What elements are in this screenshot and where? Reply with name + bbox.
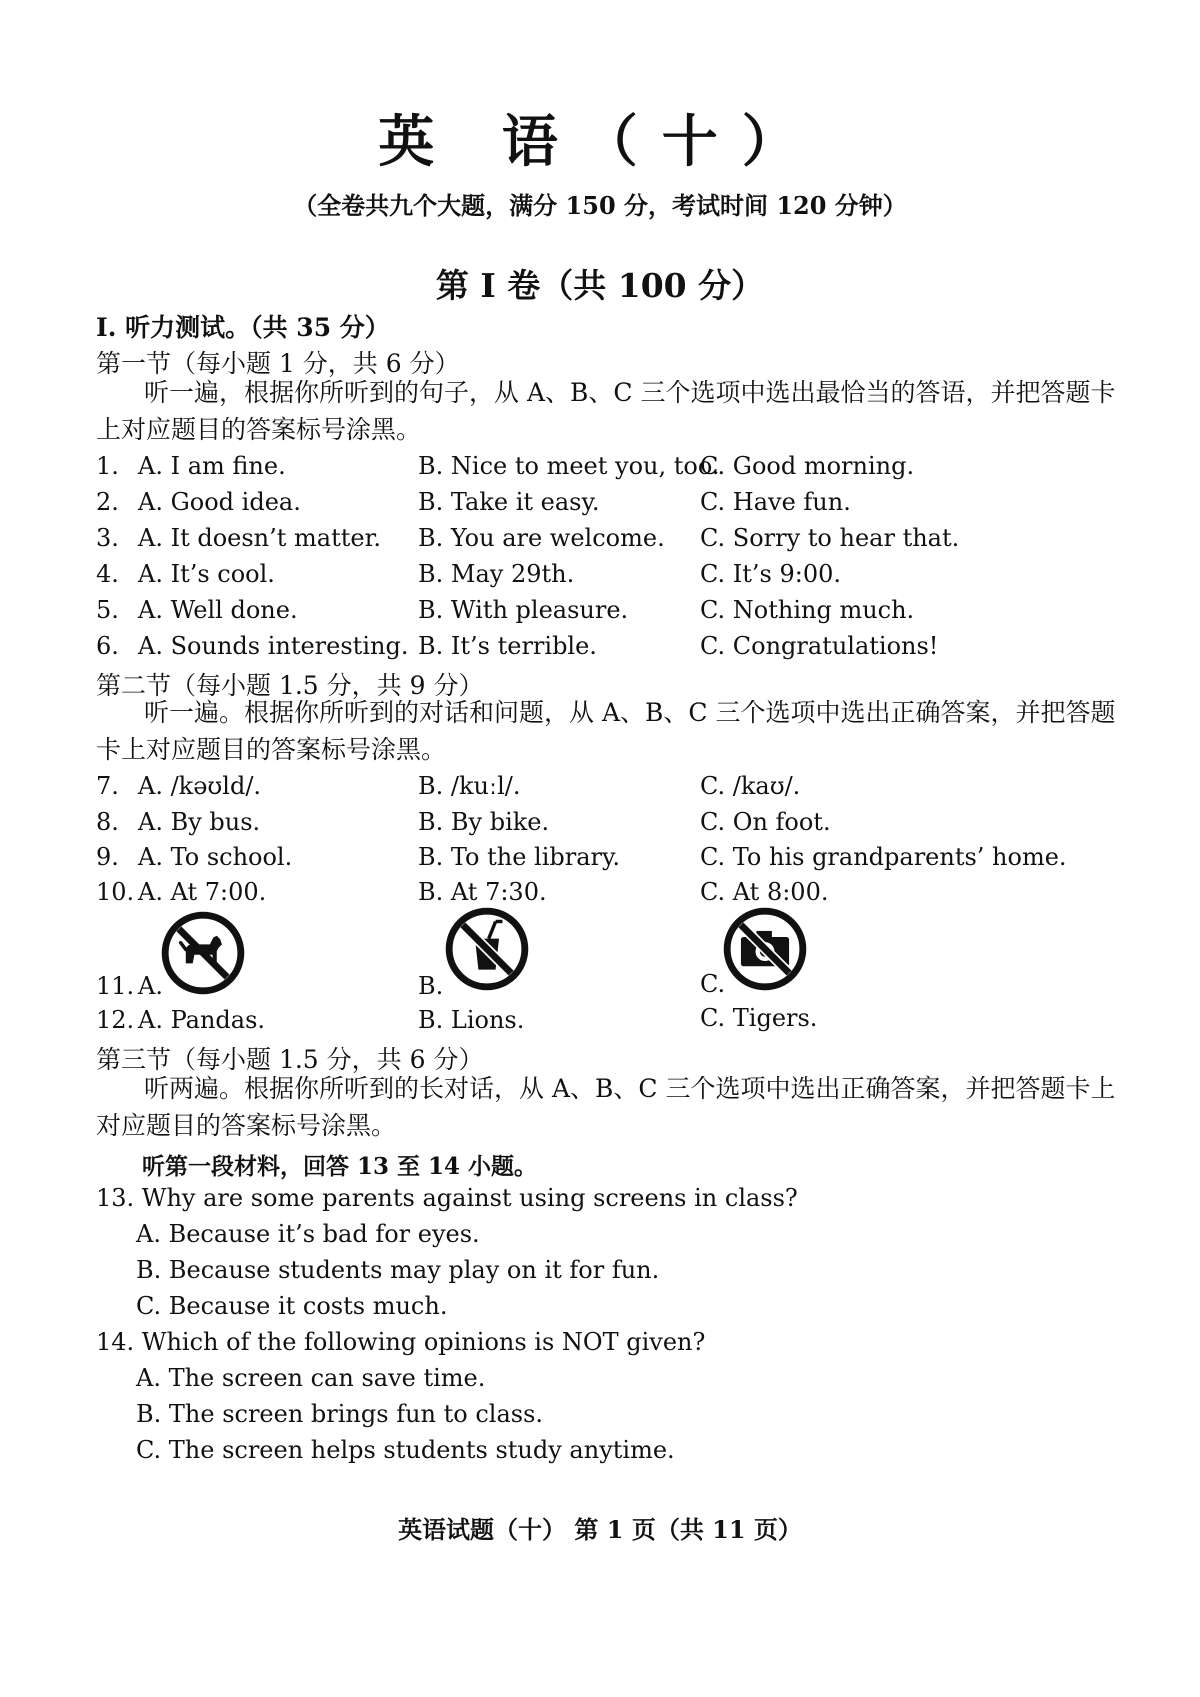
exam-info: （全卷共九个大题，满分 150 分，考试时间 120 分钟） [293, 191, 907, 220]
option-b: B. Nice to meet you, too. [418, 452, 720, 480]
question-number: 3. [96, 524, 119, 552]
option-c: C. At 8:00. [700, 878, 829, 906]
option-c: C. To his grandparents’ home. [700, 843, 1067, 871]
question-row [96, 772, 261, 800]
question-stem: 14. Which of the following opinions is NOT given? [96, 1328, 706, 1356]
option-b: B. The screen brings fun to class. [136, 1400, 544, 1428]
part-heading: I. 听力测试。（共 35 分） [96, 313, 390, 342]
option-c: C. The screen helps students study anytime. [136, 1436, 675, 1464]
option-a: A. Because it’s bad for eyes. [136, 1220, 480, 1248]
option-b: B. May 29th. [418, 560, 575, 588]
option-a: A. [138, 972, 163, 1000]
option-c: C. Have fun. [700, 488, 851, 516]
question-number: 1. [96, 452, 119, 480]
question-row [96, 560, 275, 588]
option-a: A. The screen can save time. [136, 1364, 486, 1392]
section-1-heading: 第一节（每小题 1 分，共 6 分） [96, 349, 460, 378]
no-drinks-icon [444, 906, 530, 992]
option-a: A. /kəʊld/. [138, 772, 262, 800]
question-number: 10. [96, 878, 135, 906]
question-number: 12. [96, 1006, 135, 1034]
option-b: B. Take it easy. [418, 488, 600, 516]
question-row [96, 524, 381, 552]
option-c: C. /kaʊ/. [700, 772, 801, 800]
option-a: A. Good idea. [138, 488, 301, 516]
question-number: 2. [96, 488, 119, 516]
option-b: B. /kuːl/. [418, 772, 521, 800]
option-b: B. Because students may play on it for fun. [136, 1256, 660, 1284]
material-instruction: 听第一段材料，回答 13 至 14 小题。 [142, 1153, 538, 1180]
no-dogs-icon [160, 910, 246, 996]
option-a: A. It doesn’t matter. [138, 524, 382, 552]
option-a: A. It’s cool. [138, 560, 275, 588]
option-c: C. Congratulations! [700, 632, 939, 660]
question-number: 7. [96, 772, 119, 800]
question-number: 11. [96, 972, 135, 1000]
question-number: 9. [96, 843, 119, 871]
question-row [96, 972, 163, 1000]
question-row [96, 1006, 265, 1034]
option-c: C. Sorry to hear that. [700, 524, 960, 552]
option-b: B. [418, 972, 444, 1000]
option-c: C. Good morning. [700, 452, 915, 480]
question-stem: 13. Why are some parents against using screens in class? [96, 1184, 798, 1212]
option-b: B. With pleasure. [418, 596, 629, 624]
option-a: A. I am fine. [138, 452, 286, 480]
question-number: 5. [96, 596, 119, 624]
volume-title: 第 I 卷（共 100 分） [435, 266, 765, 305]
section-3-heading: 第三节（每小题 1.5 分，共 6 分） [96, 1045, 484, 1074]
option-a: A. By bus. [138, 808, 261, 836]
option-b: B. You are welcome. [418, 524, 665, 552]
question-row [96, 843, 292, 871]
question-row [96, 596, 298, 624]
option-a: A. To school. [138, 843, 293, 871]
option-c: C. Tigers. [700, 1004, 818, 1032]
section-2-instruction: 听一遍。根据你所听到的对话和问题，从 A、B、C 三个选项中选出正确答案，并把答题卡上对应题目的答案标号涂黑。 [96, 698, 1116, 764]
option-a: A. Well done. [138, 596, 298, 624]
option-c: C. On foot. [700, 808, 831, 836]
question-number: 8. [96, 808, 119, 836]
question-number: 4. [96, 560, 119, 588]
question-row [96, 878, 266, 906]
option-a: A. At 7:00. [138, 878, 267, 906]
question-row [96, 632, 408, 660]
option-a: A. Sounds interesting. [138, 632, 409, 660]
no-photography-icon [722, 906, 808, 992]
option-b: B. It’s terrible. [418, 632, 597, 660]
option-c: C. Because it costs much. [136, 1292, 448, 1320]
question-row [96, 488, 301, 516]
section-3-instruction: 听两遍。根据你所听到的长对话，从 A、B、C 三个选项中选出正确答案，并把答题卡上对应题目的答案标号涂黑。 [96, 1074, 1116, 1140]
option-a: A. Pandas. [138, 1006, 266, 1034]
option-b: B. At 7:30. [418, 878, 547, 906]
question-row [96, 452, 286, 480]
question-row [96, 808, 260, 836]
option-b: B. To the library. [418, 843, 621, 871]
question-number: 6. [96, 632, 119, 660]
section-1-instruction: 听一遍，根据你所听到的句子，从 A、B、C 三个选项中选出最恰当的答语，并把答题卡上对应题目的答案标号涂黑。 [96, 378, 1116, 444]
option-c: C. Nothing much. [700, 596, 915, 624]
page-title: 英 语（十） [378, 109, 822, 175]
option-b: B. Lions. [418, 1006, 525, 1034]
page-footer: 英语试题（十） 第 1 页（共 11 页） [398, 1515, 802, 1544]
option-b: B. By bike. [418, 808, 550, 836]
option-c: C. It’s 9:00. [700, 560, 841, 588]
option-c: C. [700, 970, 726, 998]
section-2-heading: 第二节（每小题 1.5 分，共 9 分） [96, 671, 484, 700]
